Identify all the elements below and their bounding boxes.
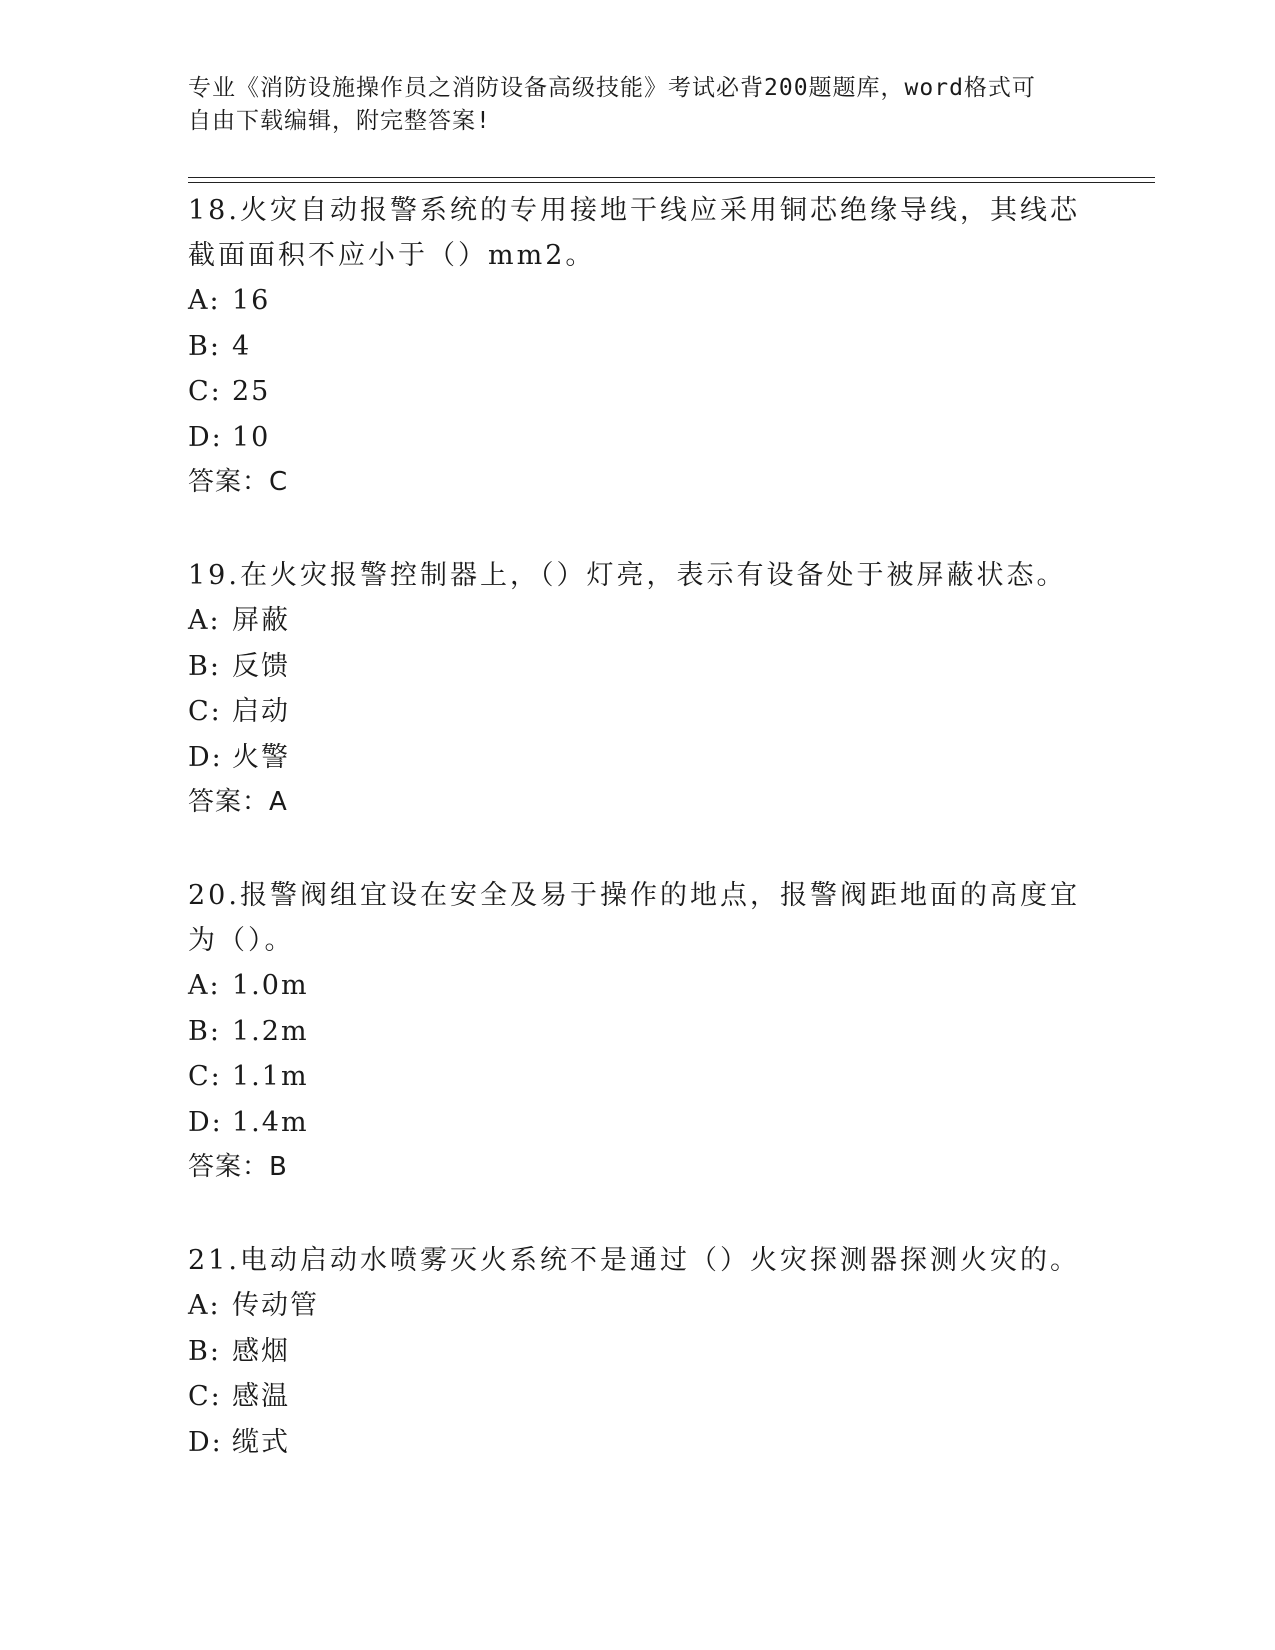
option-text: 缆式 bbox=[232, 1426, 290, 1458]
option-letter: D: bbox=[188, 1106, 223, 1138]
option-letter: C: bbox=[188, 376, 222, 407]
option-a bbox=[188, 963, 1088, 1009]
option-b bbox=[188, 324, 1088, 370]
option-text: 1.0m bbox=[232, 970, 309, 1001]
option-text: 1.2m bbox=[232, 1015, 309, 1047]
option-text: 1.4m bbox=[232, 1106, 309, 1138]
option-c bbox=[188, 689, 1088, 735]
option-c bbox=[188, 1054, 1088, 1100]
question-18 bbox=[188, 188, 1088, 504]
option-letter: B: bbox=[188, 650, 221, 682]
option-letter: C: bbox=[188, 1381, 222, 1412]
option-text: 启动 bbox=[232, 696, 290, 727]
answer-line: 答案：B bbox=[188, 1152, 288, 1182]
question-19 bbox=[188, 553, 1088, 824]
option-text: 4 bbox=[232, 330, 252, 362]
option-d bbox=[188, 1100, 1088, 1146]
question-spacer bbox=[188, 824, 1088, 873]
option-text: 火警 bbox=[232, 741, 290, 773]
option-text: 25 bbox=[232, 376, 271, 407]
option-letter: D: bbox=[188, 741, 223, 773]
option-text: 传动管 bbox=[232, 1290, 319, 1321]
question-spacer bbox=[188, 504, 1088, 553]
document-header bbox=[188, 72, 1088, 138]
header-divider-top bbox=[188, 177, 1155, 178]
option-text: 10 bbox=[232, 421, 271, 453]
option-text: 16 bbox=[232, 285, 271, 316]
header-line-1: 专业《消防设施操作员之消防设备高级技能》考试必背200题题库，word格式可 bbox=[188, 75, 1036, 101]
option-letter: B: bbox=[188, 330, 221, 362]
option-letter: C: bbox=[188, 696, 222, 727]
answer-line: 答案：C bbox=[188, 467, 289, 497]
option-letter: B: bbox=[188, 1015, 221, 1047]
option-text: 屏蔽 bbox=[232, 605, 290, 636]
question-stem: 20.报警阀组宜设在安全及易于操作的地点，报警阀距地面的高度宜为（）。 bbox=[188, 880, 1080, 956]
option-letter: A: bbox=[188, 1290, 221, 1321]
option-text: 感温 bbox=[232, 1381, 290, 1412]
header-line-2: 自由下载编辑，附完整答案! bbox=[188, 108, 491, 134]
option-letter: C: bbox=[188, 1061, 222, 1092]
option-letter: D: bbox=[188, 1426, 223, 1458]
option-text: 反馈 bbox=[232, 650, 290, 682]
question-stem: 21.电动启动水喷雾灭火系统不是通过（）火灾探测器探测火灾的。 bbox=[188, 1245, 1080, 1276]
option-d bbox=[188, 1420, 1088, 1466]
option-letter: A: bbox=[188, 285, 221, 316]
option-a bbox=[188, 278, 1088, 324]
option-b bbox=[188, 644, 1088, 690]
question-spacer bbox=[188, 1189, 1088, 1238]
question-list bbox=[188, 188, 1088, 1465]
option-d bbox=[188, 735, 1088, 781]
option-d bbox=[188, 415, 1088, 461]
header-divider-bottom bbox=[188, 182, 1155, 183]
option-letter: A: bbox=[188, 970, 221, 1001]
question-stem: 18.火灾自动报警系统的专用接地干线应采用铜芯绝缘导线，其线芯截面面积不应小于（）mm2。 bbox=[188, 195, 1080, 271]
answer-line: 答案：A bbox=[188, 787, 288, 817]
option-text: 1.1m bbox=[232, 1061, 309, 1092]
option-letter: B: bbox=[188, 1335, 221, 1367]
question-stem: 19.在火灾报警控制器上，（）灯亮，表示有设备处于被屏蔽状态。 bbox=[188, 560, 1067, 591]
option-letter: D: bbox=[188, 421, 223, 453]
option-c bbox=[188, 1374, 1088, 1420]
option-letter: A: bbox=[188, 605, 221, 636]
option-a bbox=[188, 598, 1088, 644]
option-text: 感烟 bbox=[232, 1335, 290, 1367]
option-a bbox=[188, 1283, 1088, 1329]
option-b bbox=[188, 1009, 1088, 1055]
question-21 bbox=[188, 1238, 1088, 1465]
option-c bbox=[188, 369, 1088, 415]
question-20 bbox=[188, 873, 1088, 1189]
option-b bbox=[188, 1329, 1088, 1375]
